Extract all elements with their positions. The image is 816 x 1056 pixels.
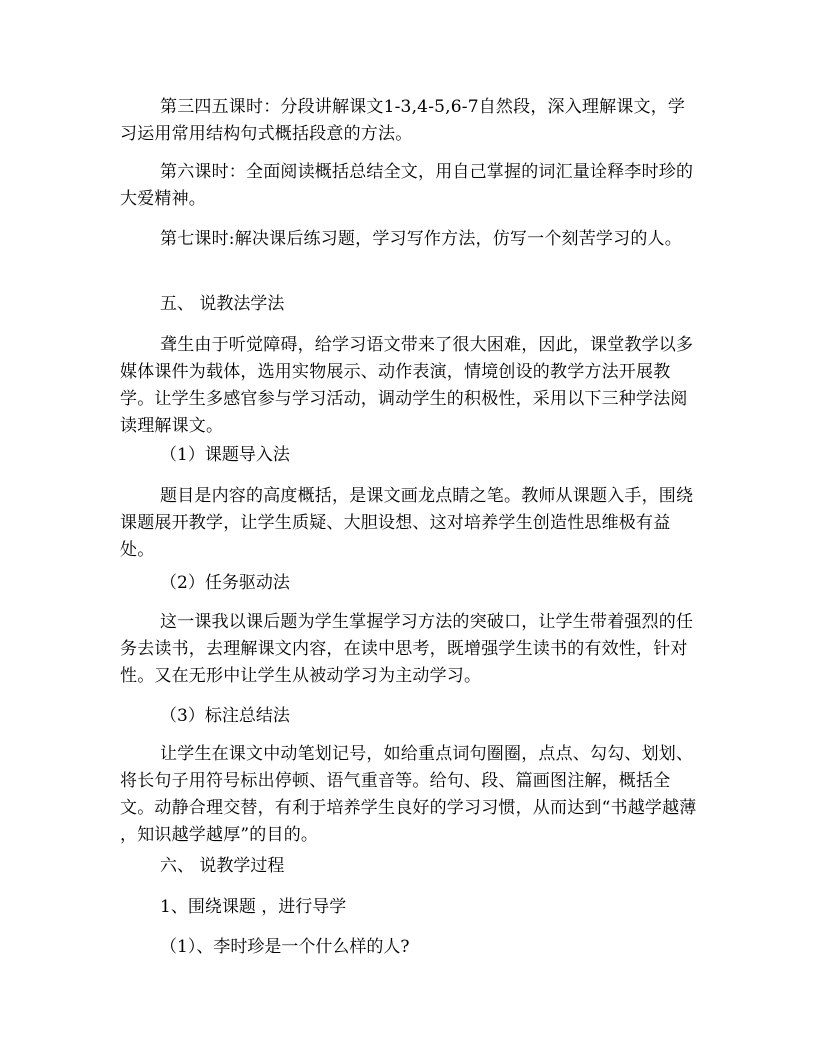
paragraph-lesson-3-5: 第三四五课时：分段讲解课文1-3,4-5,6-7自然段，深入理解课文，学习运用常用结构句式概括段意的方法。 [120, 97, 686, 144]
subheading-question-1: （1）、李时珍是一个什么样的人? [160, 937, 410, 957]
paragraph-methods-intro: 聋生由于听觉障碍，给学习语文带来了很大困难，因此，课堂教学以多媒体课件为载体，选用实物展示、动作表演，情境创设的教学方法开展教学。让学生多感官参与学习活动，调动学生的积极性，采用以下三种学法阅读理解课文。 [120, 335, 694, 436]
subheading-method-3: （3）标注总结法 [160, 706, 290, 726]
paragraph-method-2: 这一课我以课后题为学生掌握学习方法的突破口，让学生带着强烈的任务去读书，去理解课文内容，在读中思考，既增强学生读书的有效性，针对性。又在无形中让学生从被动学习为主动学习。 [120, 612, 694, 686]
paragraph-lesson-7: 第七课时:解决课后练习题，学习写作方法，仿写一个刻苦学习的人。 [160, 229, 682, 249]
subheading-method-1: （1）课题导入法 [160, 445, 290, 465]
paragraph-lesson-6: 第六课时：全面阅读概括总结全文，用自己掌握的词汇量诠释李时珍的大爱精神。 [120, 162, 694, 209]
subheading-step-1: 1、围绕课题 ，进行导学 [160, 897, 347, 917]
section-heading-6: 六、 说教学过程 [160, 856, 285, 876]
paragraph-method-1: 题目是内容的高度概括，是课文画龙点睛之笔。教师从课题入手，围绕课题展开教学，让学生质疑、大胆设想、这对培养学生创造性思维极有益处。 [120, 486, 694, 560]
paragraph-method-3: 让学生在课文中动笔划记号，如给重点词句圈圈，点点、勾勾、划划、将长句子用符号标出停顿、语气重音等。给句、段、篇画图注解，概括全文。动静合理交替，有利于培养学生良好的学习习惯，从而达到“书越学越薄 ，知识越学越厚”的目的。 [120, 744, 697, 845]
section-heading-5: 五、 说教法学法 [160, 294, 285, 314]
subheading-method-2: （2）任务驱动法 [160, 573, 290, 593]
